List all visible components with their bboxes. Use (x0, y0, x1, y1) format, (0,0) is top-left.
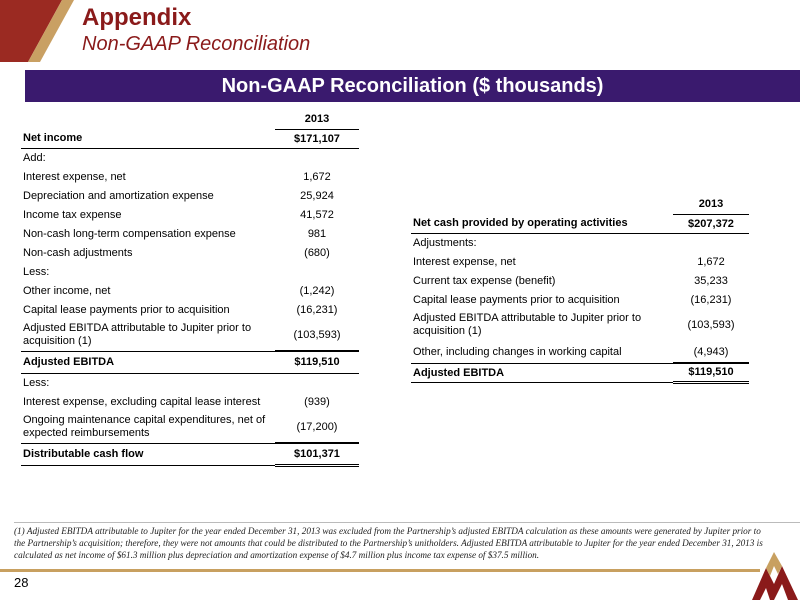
row-value: 35,233 (694, 274, 728, 287)
footer-accent-line (0, 569, 760, 572)
row-value: $119,510 (673, 363, 749, 382)
row-value: $119,510 (275, 351, 359, 373)
row-label: Other income, net (23, 284, 111, 297)
row-label: Capital lease payments prior to acquisition (23, 303, 230, 316)
table-header-row (411, 195, 749, 214)
row-value: 981 (307, 227, 327, 240)
table-row (411, 233, 749, 252)
table-header-row (21, 110, 359, 129)
row-value: (680) (304, 246, 330, 259)
table-row (411, 363, 749, 382)
row-label: Adjusted EBITDA (21, 351, 275, 373)
table-row (21, 373, 359, 392)
table-row (411, 214, 749, 233)
table-row (21, 262, 359, 281)
row-value: (16,231) (690, 293, 732, 306)
banner-title: Non-GAAP Reconciliation ($ thousands) (221, 75, 604, 97)
footnote: (1) Adjusted EBITDA attributable to Jupiter for the year ended December 31, 2013 was excluded from the Partnership’s adjusted EBITDA calculation as these amounts were generated by Jupiter prior to the Partnership’s acquisition; therefore, they were not amounts that could be distributed to the Partnership’s unitholders. Adjusted EBITDA attributable to Jupiter for the year ended December 31, 2013 is calculated as net income of $61.3 million plus depreciation and amortization expense of $4.7 million plus income tax expense of $37.5 million. (14, 526, 763, 560)
slide-header (0, 0, 800, 62)
section-banner (25, 70, 800, 102)
row-label: Current tax expense (benefit) (413, 274, 556, 287)
table-row (21, 351, 359, 373)
row-label: Distributable cash flow (21, 443, 275, 465)
table-row (411, 271, 749, 290)
footnote-divider (14, 522, 800, 523)
table-row (21, 167, 359, 186)
table-row (21, 281, 359, 300)
slide-title: Appendix (82, 4, 192, 31)
row-value: 1,672 (303, 170, 331, 183)
row-label: Adjustments: (413, 236, 477, 249)
row-label: Adjusted EBITDA attributable to Jupiter prior to acquisition (1) (23, 321, 252, 347)
slide-subtitle: Non-GAAP Reconciliation (82, 33, 311, 55)
table-row (21, 411, 359, 443)
row-value (275, 148, 359, 167)
table-row (21, 319, 359, 351)
table-row (21, 205, 359, 224)
row-value: 25,924 (300, 189, 334, 202)
table-row (21, 300, 359, 319)
table-row (21, 392, 359, 411)
row-value: (103,593) (687, 319, 735, 331)
row-value (673, 233, 749, 252)
row-value: 1,672 (697, 255, 725, 268)
row-label: Add: (23, 151, 46, 164)
row-label: Ongoing maintenance capital expenditures, net of expected reimbursements (23, 413, 266, 439)
year-header: 2013 (275, 110, 359, 129)
row-label: Net cash provided by operating activities (411, 214, 673, 233)
year-header: 2013 (673, 195, 749, 214)
table-row (21, 224, 359, 243)
row-value: (4,943) (693, 345, 729, 358)
row-value: (17,200) (296, 420, 338, 433)
row-label: Other, including changes in working capital (413, 345, 622, 358)
row-value: $101,371 (275, 443, 359, 465)
row-value (275, 262, 359, 281)
table-row (21, 129, 359, 148)
row-label: Depreciation and amortization expense (23, 189, 214, 202)
row-value: (16,231) (296, 303, 338, 316)
page-number: 28 (14, 575, 29, 590)
company-logo-icon (748, 548, 800, 600)
row-label: Adjusted EBITDA (411, 363, 673, 382)
row-label: Non-cash adjustments (23, 246, 133, 259)
row-value: (939) (304, 395, 330, 408)
operating-cash-reconciliation-table (411, 195, 749, 384)
row-label: Interest expense, net (23, 170, 126, 183)
row-value: (103,593) (293, 328, 341, 341)
net-income-reconciliation-table (21, 110, 359, 467)
row-value: $171,107 (275, 129, 359, 148)
row-label: Capital lease payments prior to acquisition (413, 293, 620, 306)
row-label: Net income (21, 129, 275, 148)
table-row (411, 341, 749, 363)
row-label: Interest expense, net (413, 255, 516, 268)
row-value: (1,242) (299, 284, 335, 297)
table-row (411, 309, 749, 341)
table-row (411, 290, 749, 309)
row-label: Income tax expense (23, 208, 122, 221)
row-label: Less: (23, 265, 50, 278)
row-label: Interest expense, excluding capital lease interest (23, 395, 261, 408)
table-row (21, 243, 359, 262)
header-stripe-decoration (0, 0, 90, 62)
table-row (411, 252, 749, 271)
row-value: 41,572 (300, 208, 334, 221)
row-label: Less: (23, 376, 50, 389)
row-value: $207,372 (673, 214, 749, 233)
row-label: Non-cash long-term compensation expense (23, 227, 236, 240)
table-row (21, 443, 359, 465)
table-row (21, 186, 359, 205)
row-label: Adjusted EBITDA attributable to Jupiter prior to acquisition (1) (413, 312, 642, 337)
row-value (275, 373, 359, 392)
table-row (21, 148, 359, 167)
